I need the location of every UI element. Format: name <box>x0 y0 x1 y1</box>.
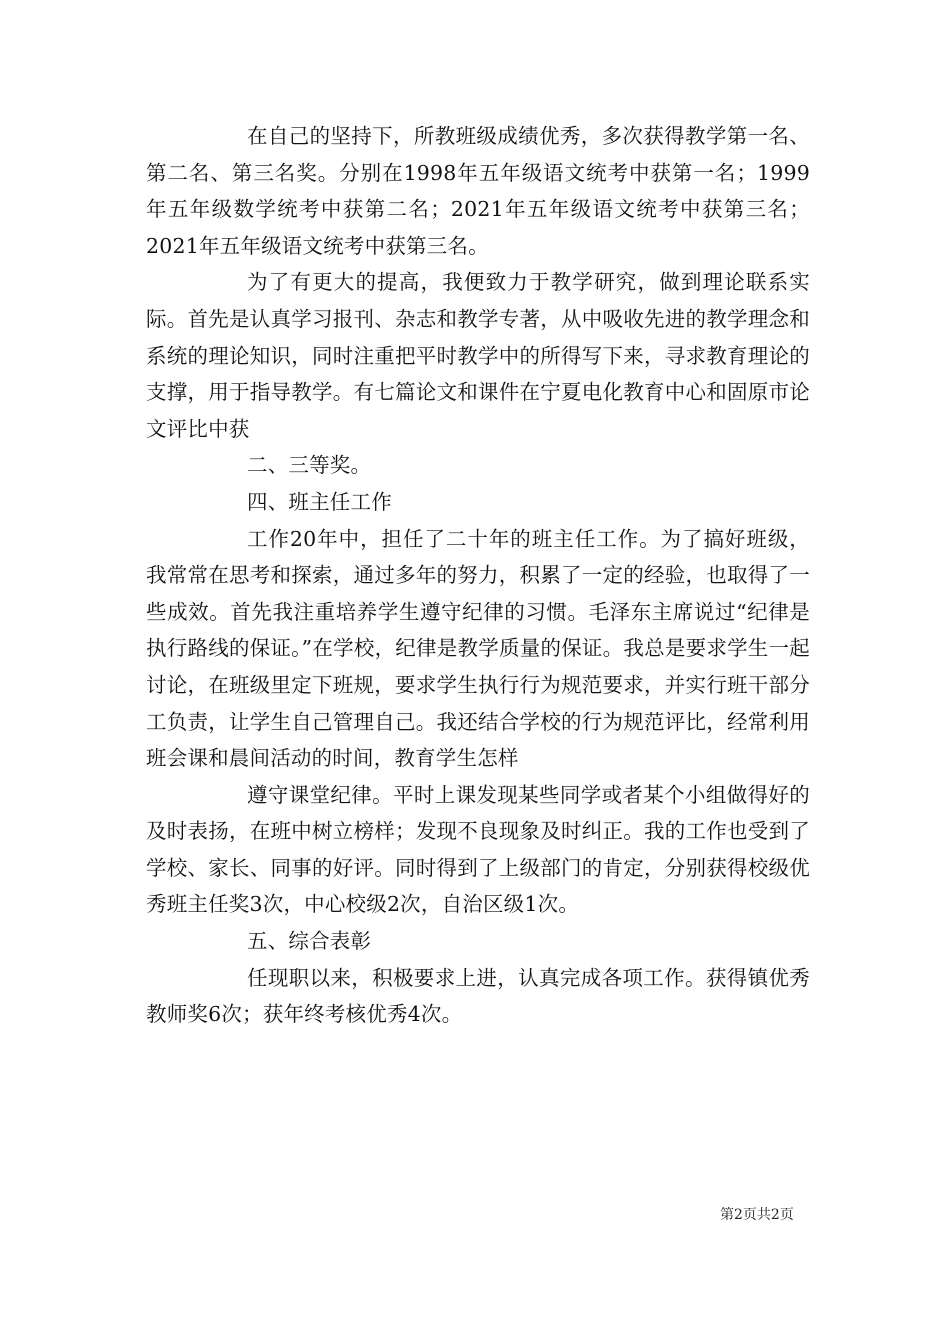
paragraph-teaching-results: 在自己的坚持下，所教班级成绩优秀，多次获得教学第一名、第二名、第三名奖。分别在1998年五年级语文统考中获第一名；1999年五年级数学统考中获第二名；2021年五年级语文统考中获第三名；2021年五年级语文统考中获第三名。 <box>146 124 810 258</box>
document-body <box>146 118 810 1033</box>
page-number-footer: 第2页共2页 <box>720 1207 794 1223</box>
section-heading-commendations: 五、综合表彰 <box>247 929 372 954</box>
paragraph-classroom-discipline: 遵守课堂纪律。平时上课发现某些同学或者某个小组做得好的及时表扬，在班中树立榜样；发现不良现象及时纠正。我的工作也受到了学校、家长、同事的好评。同时得到了上级部门的肯定，分别获得校级优秀班主任奖3次，中心校级2次，自治区级1次。 <box>146 782 810 917</box>
paragraph-class-teacher-work: 工作20年中，担任了二十年的班主任工作。为了搞好班级，我常常在思考和探索，通过多年的努力，积累了一定的经验，也取得了一些成效。首先我注重培养学生遵守纪律的习惯。毛泽东主席说过“纪律是执行路线的保证。”在学校，纪律是教学质量的保证。我总是要求学生一起讨论，在班级里定下班规，要求学生执行行为规范要求，并实行班干部分工负责，让学生自己管理自己。我还结合学校的行为规范评比，经常利用班会课和晨间活动的时间，教育学生怎样 <box>146 526 810 771</box>
paragraph-award-levels: 二、三等奖。 <box>247 453 372 478</box>
paragraph-teaching-research: 为了有更大的提高，我便致力于教学研究，做到理论联系实际。首先是认真学习报刊、杂志和教学专著，从中吸收先进的教学理念和系统的理论知识，同时注重把平时教学中的所得写下来，寻求教育理论的支撑，用于指导教学。有七篇论文和课件在宁夏电化教育中心和固原市论文评比中获 <box>146 270 810 441</box>
paragraph-commendations: 任现职以来，积极要求上进，认真完成各项工作。获得镇优秀教师奖6次；获年终考核优秀4次。 <box>146 965 810 1027</box>
section-heading-class-teacher: 四、班主任工作 <box>247 489 392 514</box>
